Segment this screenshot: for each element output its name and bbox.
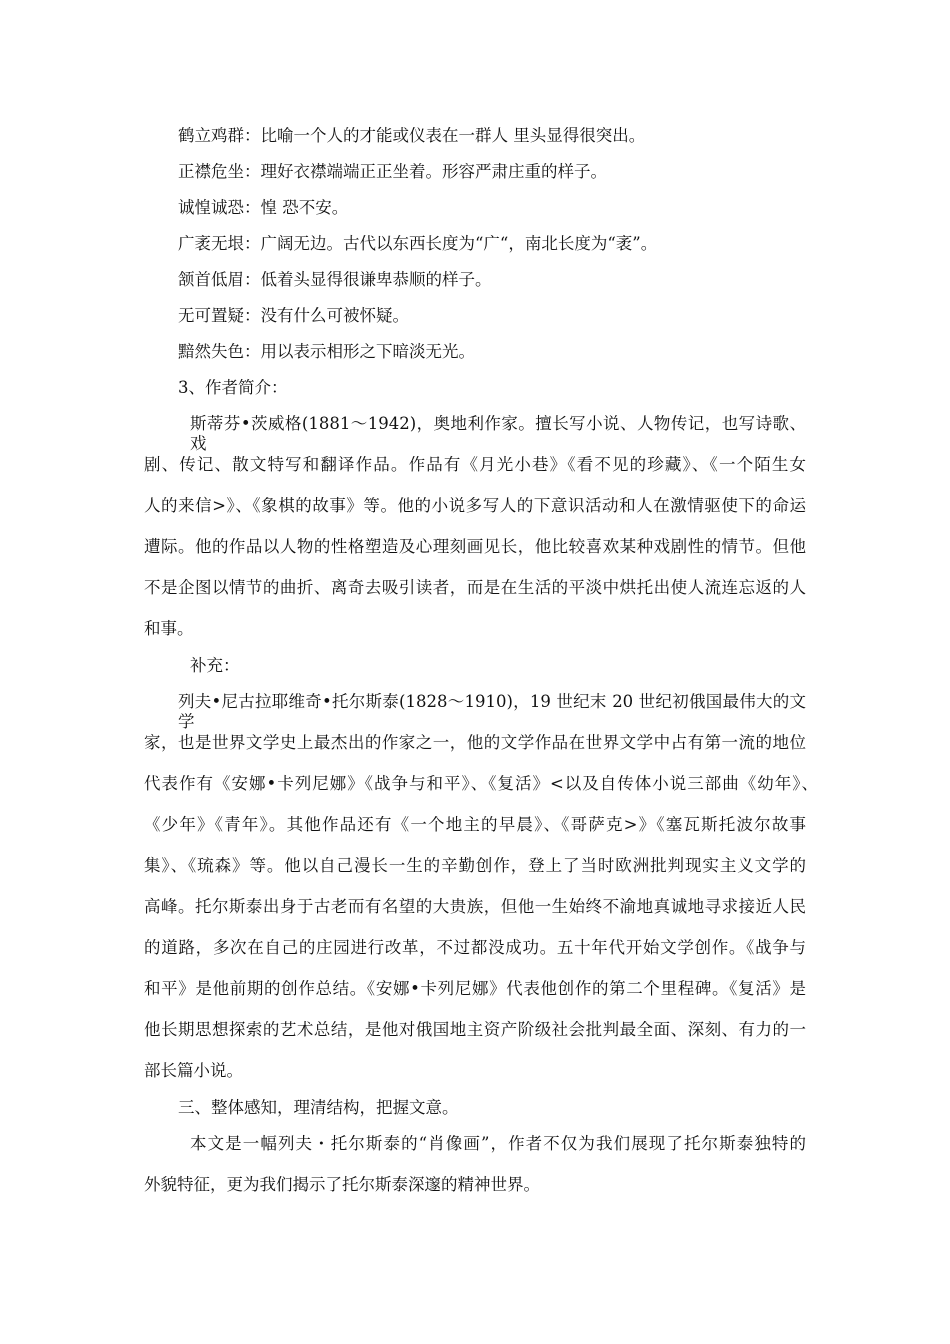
supplement-heading: 补充： (190, 656, 240, 675)
author-paragraph-line: 剧、传记、散文特写和翻译作品。作品有《月光小巷》《看不见的珍藏》、《一个陌生女 (144, 455, 806, 474)
vocab-item: 无可置疑：没有什么可被怀疑。 (178, 306, 409, 325)
section-heading-author: 3、作者简介： (178, 378, 288, 397)
overall-paragraph-line: 本文是一幅列夫・托尔斯泰的“肖像画”，作者不仅为我们展现了托尔斯泰独特的 (190, 1134, 806, 1153)
vocab-item: 鹤立鸡群：比喻一个人的才能或仪表在一群人 里头显得很突出。 (178, 126, 646, 145)
author-paragraph-line: 斯蒂芬•茨威格(1881～1942)，奥地利作家。擅长写小说、人物传记，也写诗歌、戏 (190, 414, 806, 453)
author-paragraph-line: 不是企图以情节的曲折、离奇去吸引读者，而是在生活的平淡中烘托出使人流连忘返的人 (144, 578, 806, 597)
author-paragraph-line: 人的来信>》、《象棋的故事》等。他的小说多写人的下意识活动和人在激情驱使下的命运 (144, 496, 806, 515)
tolstoy-paragraph-line: 列夫•尼古拉耶维奇•托尔斯泰(1828～1910)，19 世纪末 20 世纪初俄国最伟大的文学 (178, 692, 806, 731)
vocab-item: 正襟危坐：理好衣襟端端正正坐着。形容严肃庄重的样子。 (178, 162, 607, 181)
tolstoy-paragraph-line: 《少年》《青年》。其他作品还有《一个地主的早晨》、《哥萨克>》《塞瓦斯托波尔故事 (144, 815, 806, 834)
tolstoy-paragraph-line: 代表作有《安娜•卡列尼娜》《战争与和平》、《复活》<以及自传体小说三部曲《幼年》、 (144, 774, 818, 793)
tolstoy-paragraph-line: 和平》是他前期的创作总结。《安娜•卡列尼娜》代表他创作的第二个里程碑。《复活》是 (144, 979, 806, 998)
tolstoy-paragraph-line: 高峰。托尔斯泰出身于古老而有名望的大贵族，但他一生始终不渝地真诚地寻求接近人民 (144, 897, 806, 916)
author-paragraph-line: 和事。 (144, 619, 194, 638)
tolstoy-paragraph-line: 他长期思想探索的艺术总结，是他对俄国地主资产阶级社会批判最全面、深刻、有力的一 (144, 1020, 806, 1039)
vocab-item: 诚惶诚恐：惶 恐不安。 (178, 198, 349, 217)
section-heading-overall: 三、整体感知，理清结构，把握文意。 (178, 1098, 459, 1117)
vocab-item: 广袤无垠：广阔无边。古代以东西长度为“广“，南北长度为“袤”。 (178, 234, 658, 253)
vocab-item: 颔首低眉：低着头显得很谦卑恭顺的样子。 (178, 270, 492, 289)
tolstoy-paragraph-line: 家，也是世界文学史上最杰出的作家之一，他的文学作品在世界文学中占有第一流的地位 (144, 733, 806, 752)
tolstoy-paragraph-line: 集》、《琉森》等。他以自己漫长一生的辛勤创作，登上了当时欧洲批判现实主义文学的 (144, 856, 806, 875)
tolstoy-paragraph-line: 部长篇小说。 (144, 1061, 243, 1080)
overall-paragraph-line: 外貌特征，更为我们揭示了托尔斯泰深邃的精神世界。 (144, 1175, 540, 1194)
author-paragraph-line: 遭际。他的作品以人物的性格塑造及心理刻画见长，他比较喜欢某种戏剧性的情节。但他 (144, 537, 806, 556)
vocab-item: 黯然失色：用以表示相形之下暗淡无光。 (178, 342, 475, 361)
tolstoy-paragraph-line: 的道路，多次在自己的庄园进行改革，不过都没成功。五十年代开始文学创作。《战争与 (144, 938, 806, 957)
